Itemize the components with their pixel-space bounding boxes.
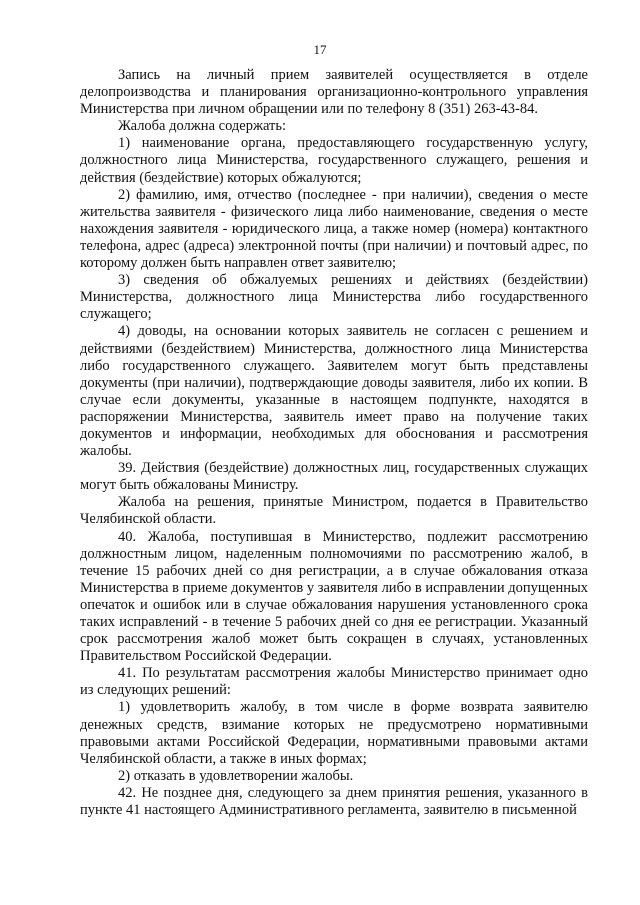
- page-number: 17: [313, 42, 327, 57]
- paragraph-decision-1: 1) удовлетворить жалобу, в том числе в форме возврата заявителю денежных средств, взимание которых не предусмотрено нормативными правовыми актами Российской Федерации, нормативными правовыми актами Челябинской области, а также в иных формах;: [80, 699, 588, 767]
- paragraph-clause-39: 39. Действия (бездействие) должностных лиц, государственных служащих могут быть обжалованы Министру.: [80, 460, 588, 494]
- paragraph-clause-40: 40. Жалоба, поступившая в Министерство, подлежит рассмотрению должностным лицом, наделенным полномочиями по рассмотрению жалоб, в течение 15 рабочих дней со дня регистрации, а в случае обжалования отказа Министерства в приеме документов у заявителя либо в исправлении допущенных опечаток и ошибок или в случае обжалования нарушения установленного срока таких исправлений - в течение 5 рабочих дней со дня ее регистрации. Указанный срок рассмотрения жалоб может быть сокращен в случаях, установленных Правительством Российской Федерации.: [80, 528, 588, 665]
- paragraph-clause-41: 41. По результатам рассмотрения жалобы Министерство принимает одно из следующих решений:: [80, 665, 588, 699]
- document-body: [80, 67, 588, 819]
- paragraph-minister-decisions: Жалоба на решения, принятые Министром, подается в Правительство Челябинской области.: [80, 494, 588, 528]
- paragraph-reception-info: Запись на личный прием заявителей осуществляется в отделе делопроизводства и планирования организационно-контрольного управления Министерства при личном обращении или по телефону 8 (351) 263-43-84.: [80, 67, 588, 118]
- paragraph-decision-2: 2) отказать в удовлетворении жалобы.: [118, 767, 354, 784]
- paragraph-complaint-contents-intro: Жалоба должна содержать:: [118, 118, 287, 135]
- paragraph-item-3: 3) сведения об обжалуемых решениях и действиях (бездействии) Министерства, должностного лица Министерства либо государственного служащего;: [80, 272, 588, 323]
- paragraph-item-2: 2) фамилию, имя, отчество (последнее - при наличии), сведения о месте жительства заявителя - физического лица либо наименование, сведения о месте нахождения заявителя - юридического лица, а также номер (номера) контактного телефона, адрес (адреса) электронной почты (при наличии) и почтовый адрес, по которому должен быть направлен ответ заявителю;: [80, 186, 588, 272]
- paragraph-item-1: 1) наименование органа, предоставляющего государственную услугу, должностного лица Министерства, государственного служащего, решения и действия (бездействие) которых обжалуются;: [80, 135, 588, 186]
- paragraph-clause-42: 42. Не позднее дня, следующего за днем принятия решения, указанного в пункте 41 настоящего Административного регламента, заявителю в письменной: [80, 784, 588, 819]
- paragraph-item-4: 4) доводы, на основании которых заявитель не согласен с решением и действиями (бездействием) Министерства, должностного лица Министерства либо государственного служащего. Заявителем могут быть представлены документы (при наличии), подтверждающие доводы заявителя, либо их копии. В случае если документы, указанные в настоящем подпункте, находятся в распоряжении Министерства, заявитель имеет право на получение таких документов и информации, необходимых для обоснования и рассмотрения жалобы.: [80, 323, 588, 460]
